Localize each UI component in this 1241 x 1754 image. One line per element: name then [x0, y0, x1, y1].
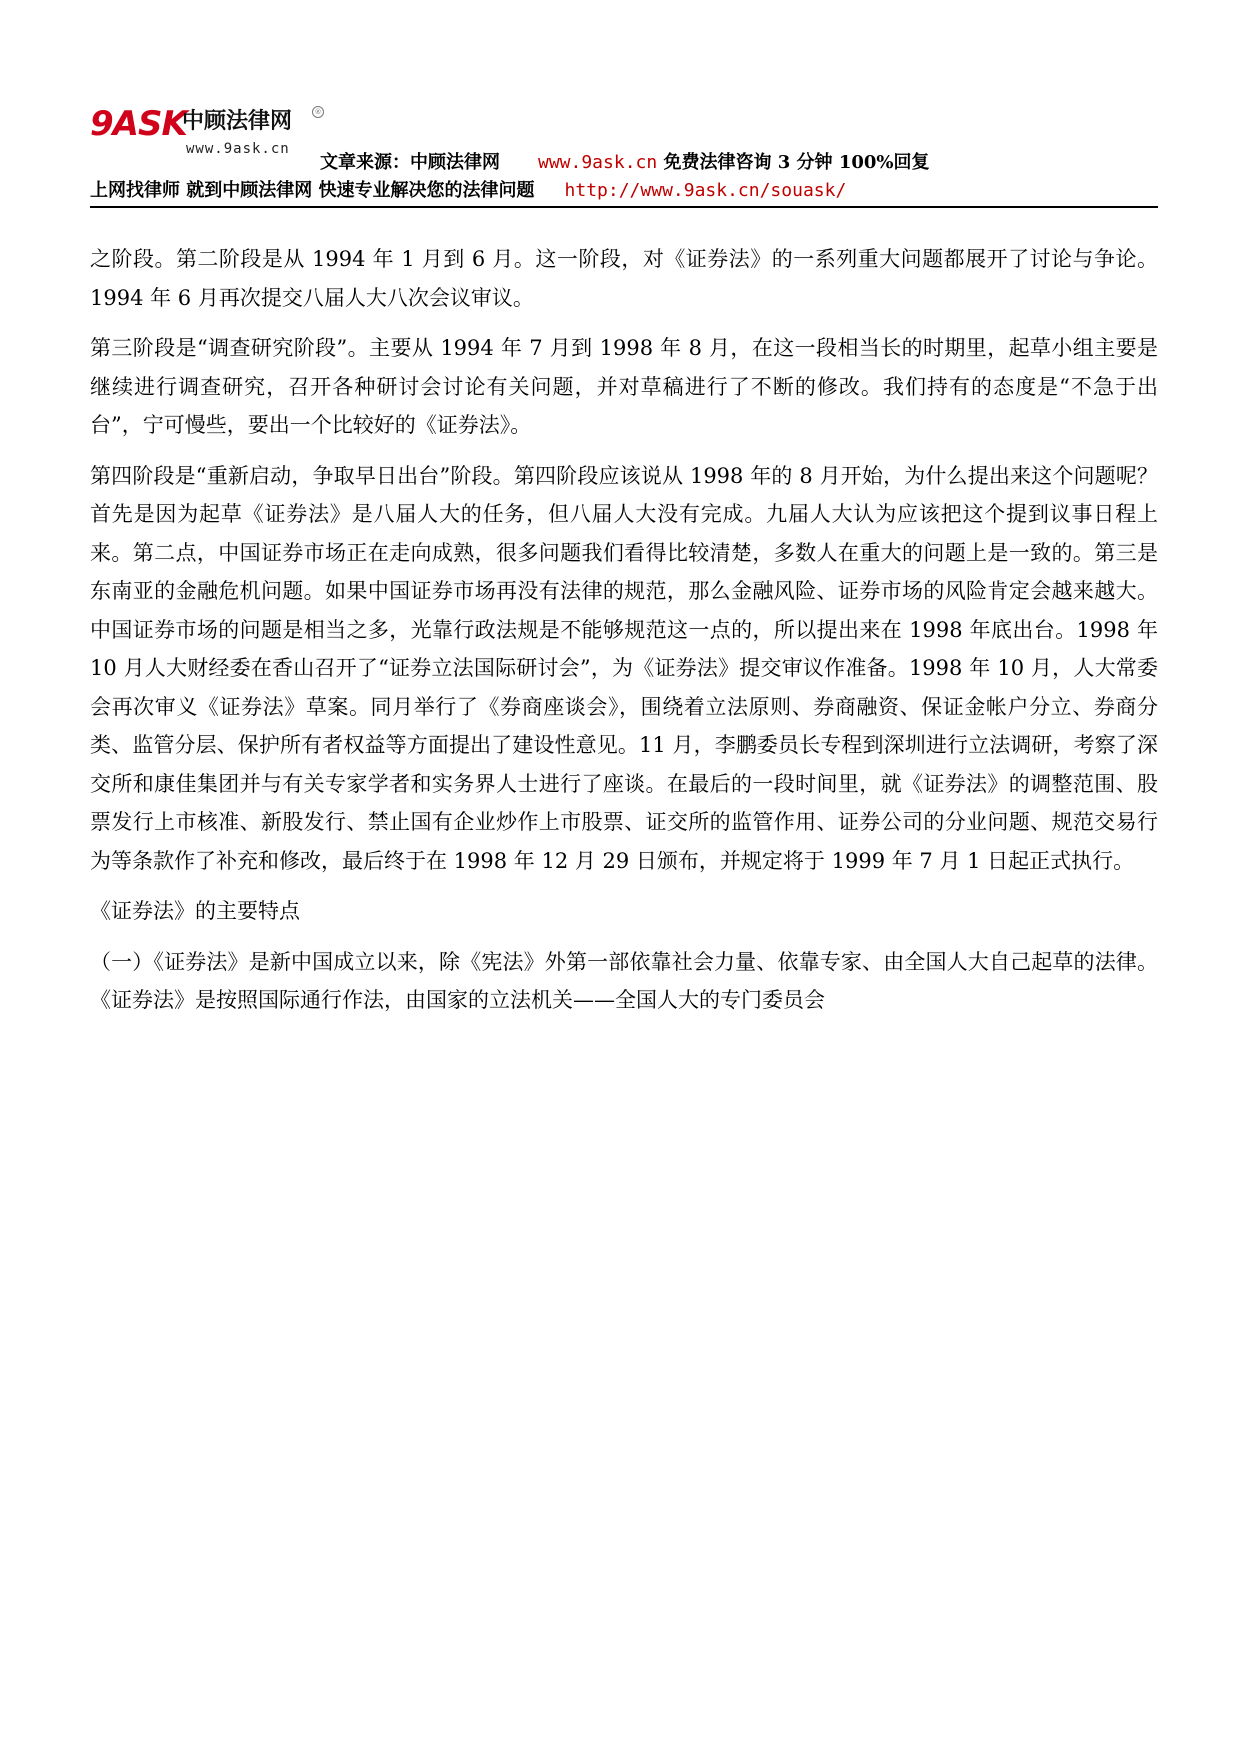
source-url-link[interactable]: www.9ask.cn: [538, 152, 658, 173]
header-divider: [90, 206, 1158, 208]
registered-icon: ®: [312, 106, 324, 118]
tagline-text: 上网找律师 就到中顾法律网 快速专业解决您的法律问题: [90, 180, 535, 201]
logo-name: 中顾法律网: [182, 109, 293, 134]
source-line: [320, 150, 930, 176]
paragraph-2: 第三阶段是“调查研究阶段”。主要从 1994 年 7 月到 1998 年 8 月，在这一段相当长的时期里，起草小组主要是继续进行调查研究，召开各种研讨会讨论有关问题，并对草稿进行了不断的修改。我们持有的态度是“不急于出台”，宁可慢些，要出一个比较好的《证券法》。: [90, 336, 1158, 437]
paragraph-1: 之阶段。第二阶段是从 1994 年 1 月到 6 月。这一阶段，对《证券法》的一系列重大问题都展开了讨论与争论。1994 年 6 月再次提交八届人大八次会议审议。: [90, 247, 1158, 310]
logo-mark: 9ASK: [90, 104, 187, 144]
logo-url: www.9ask.cn: [186, 141, 290, 157]
source-label: 文章来源：中顾法律网: [320, 152, 500, 173]
source-tail: 免费法律咨询 3 分钟 100%回复: [663, 152, 930, 173]
souask-url-link[interactable]: http://www.9ask.cn/souask/: [564, 180, 847, 201]
article-body: [90, 240, 1158, 1020]
paragraph-3: 第四阶段是“重新启动，争取早日出台”阶段。第四阶段应该说从 1998 年的 8 月开始，为什么提出来这个问题呢？ 首先是因为起草《证券法》是八届人大的任务，但八届人大没有完成。九届人大认为应该把这个提到议事日程上来。第二点，中国证券市场正在走向成熟，很多问题我们看得比较清楚，多数人在重大的问题上是一致的。第三是东南亚的金融危机问题。如果中国证券市场再没有法律的规范，那么金融风险、证券市场的风险肯定会越来越大。中国证券市场的问题是相当之多，光靠行政法规是不能够规范这一点的，所以提出来在 1998 年底出台。1998 年 10 月人大财经委在香山召开了“证券立法国际研讨会”，为《证券法》提交审议作准备。1998 年 10 月，人大常委会再次审义《证券法》草案。同月举行了《券商座谈会》，围绕着立法原则、券商融资、保证金帐户分立、券商分类、监管分层、保护所有者权益等方面提出了建设性意见。11 月，李鹏委员长专程到深圳进行立法调研，考察了深交所和康佳集团并与有关专家学者和实务界人士进行了座谈。在最后的一段时间里，就《证券法》的调整范围、股票发行上市核准、新股发行、禁止国有企业炒作上市股票、证交所的监管作用、证券公司的分业问题、规范交易行为等条款作了补充和修改，最后终于在 1998 年 12 月 29 日颁布，并规定将于 1999 年 7 月 1 日起正式执行。: [90, 463, 1158, 873]
paragraph-4: （一）《证券法》是新中国成立以来，除《宪法》外第一部依靠社会力量、依靠专家、由全国人大自己起草的法律。《证券法》是按照国际通行作法，由国家的立法机关——全国人大的专门委员会: [90, 949, 1158, 1012]
site-logo[interactable]: [90, 104, 320, 166]
section-heading: 《证券法》的主要特点: [90, 899, 300, 923]
page-header: [90, 92, 1158, 210]
tagline: [90, 178, 846, 204]
